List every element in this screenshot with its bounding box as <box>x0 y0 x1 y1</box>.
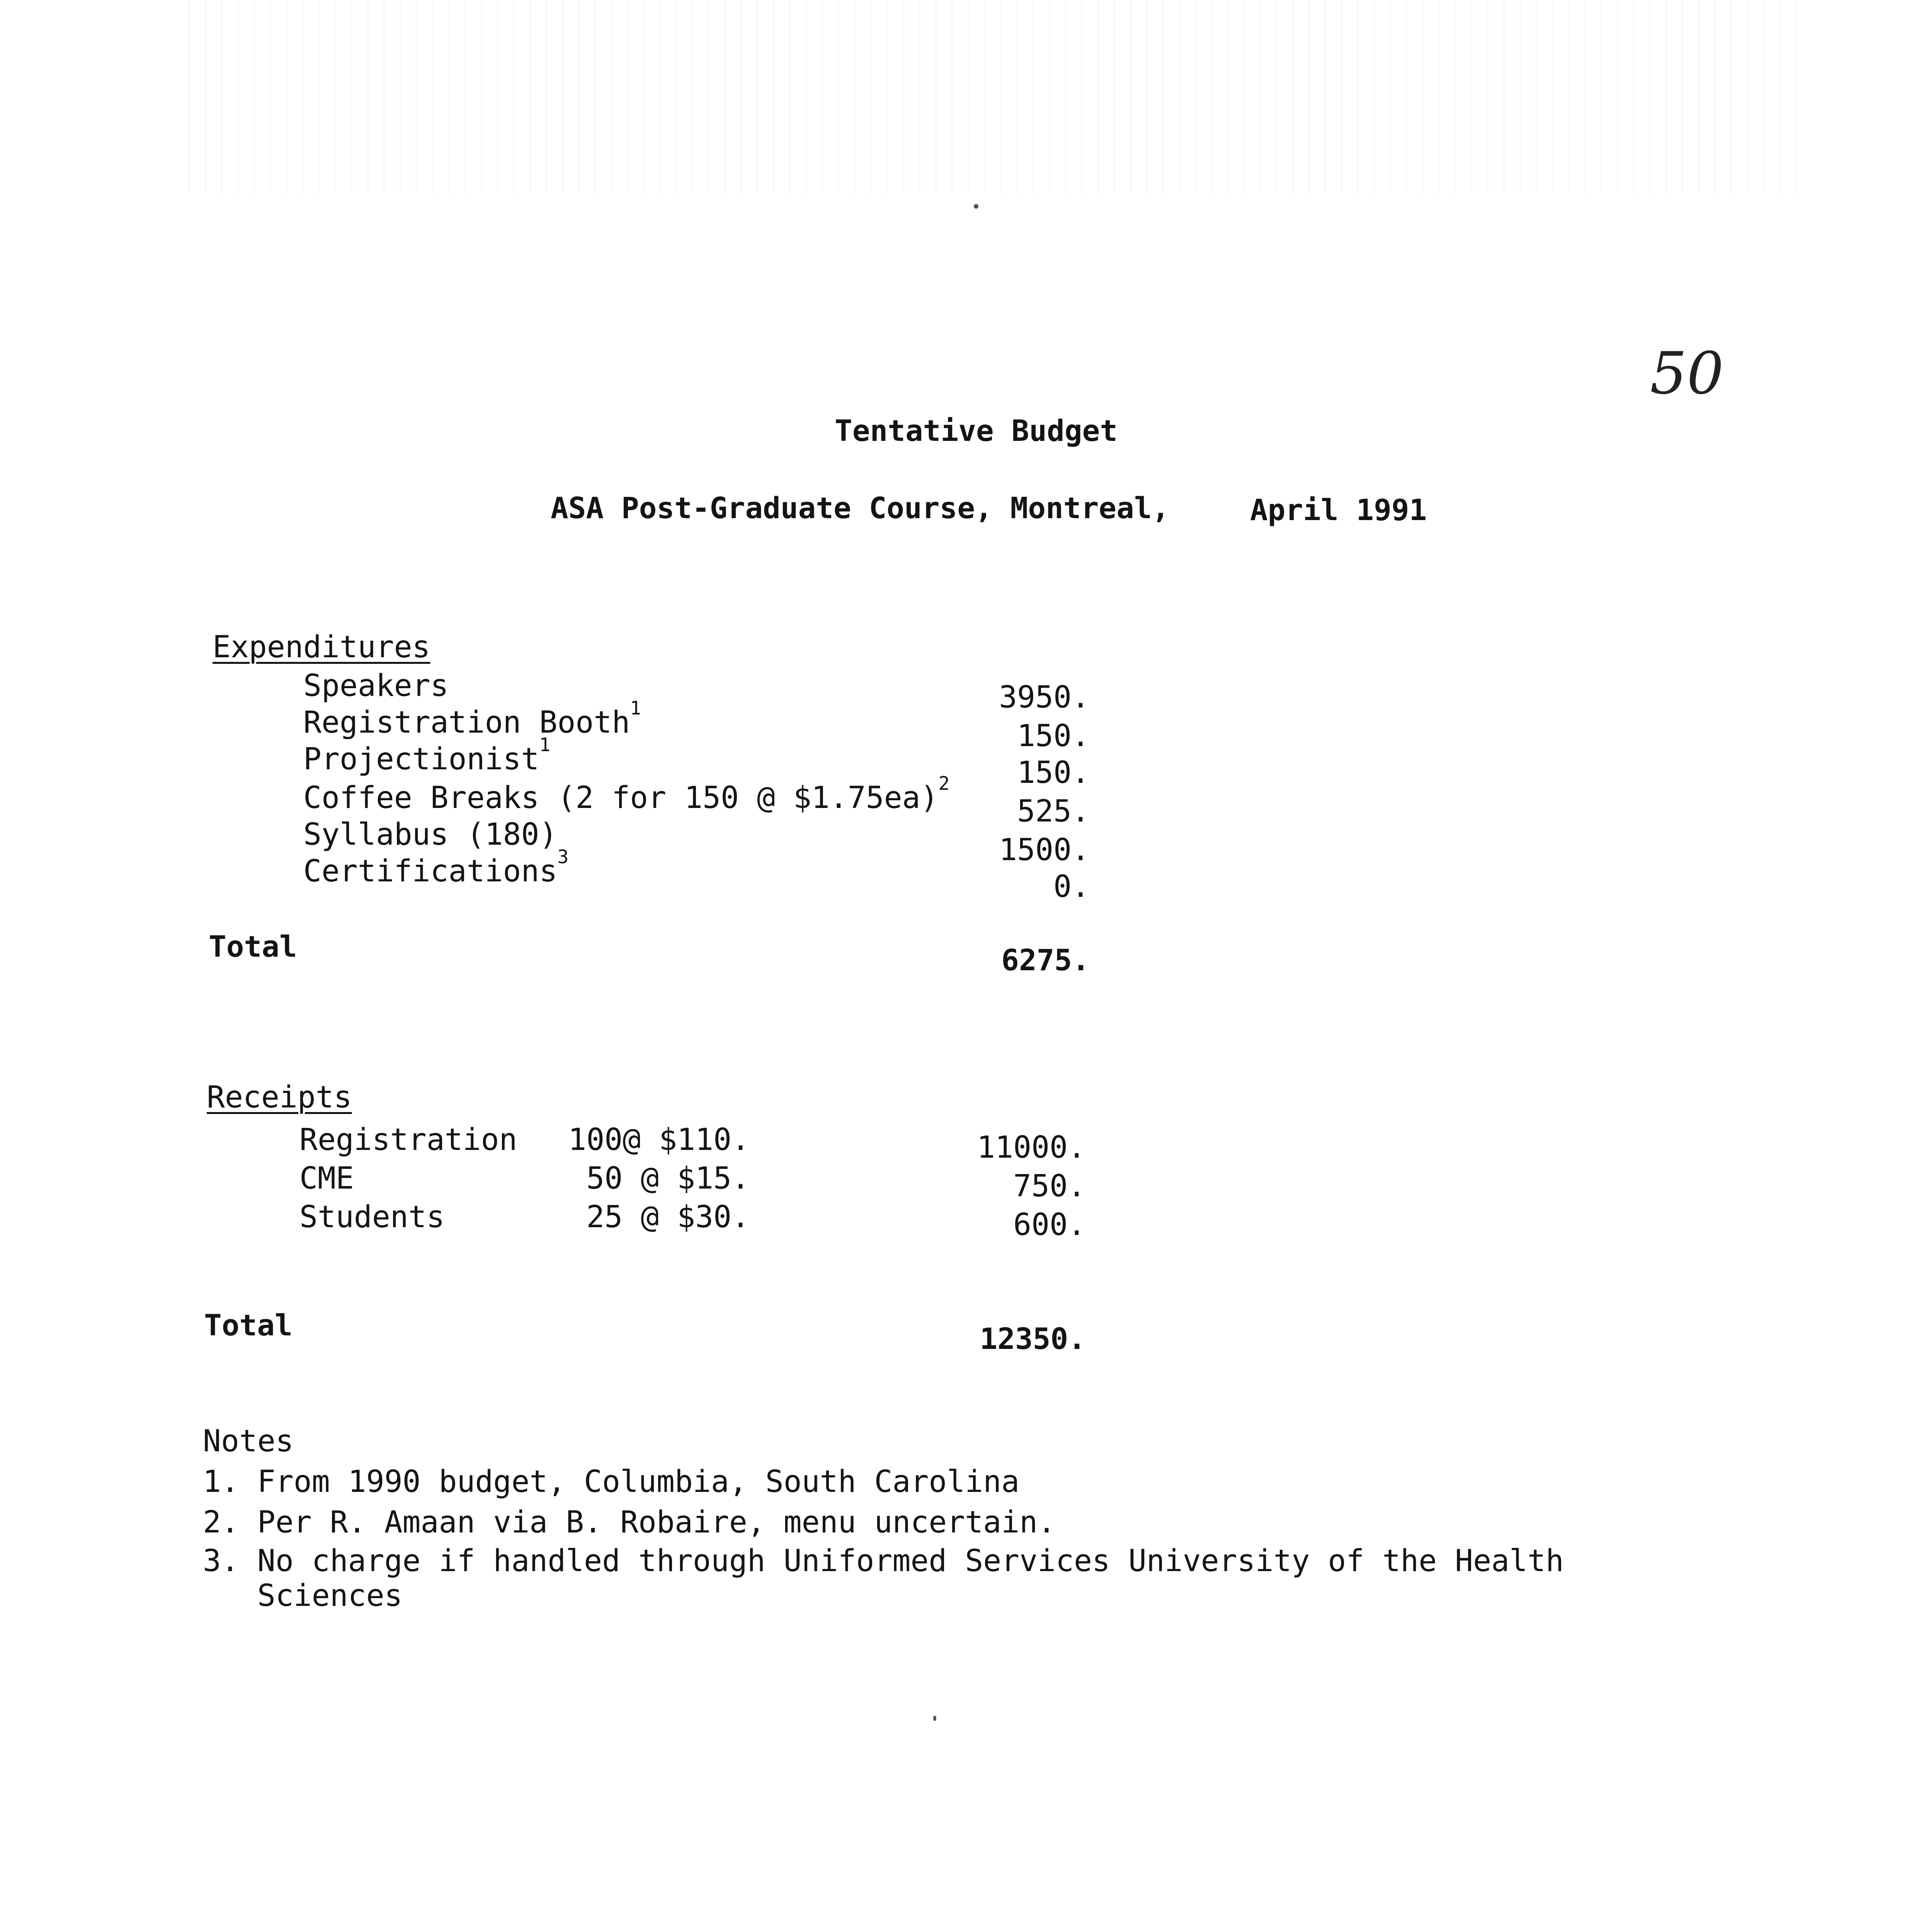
note-item-2: 2. Per R. Amaan via B. Robaire, menu uncertain. <box>203 1505 1056 1540</box>
expenditure-label-registration-booth: Registration Booth$^1$ <box>303 697 641 740</box>
document-subtitle: ASA Post-Graduate Course, Montreal, <box>551 491 1170 525</box>
expenditure-label-syllabus: Syllabus (180) <box>303 817 558 852</box>
expenditure-amount-certifications: 0. <box>1053 869 1090 904</box>
expenditures-total-label: Total <box>209 929 297 964</box>
expenditure-amount-registration-booth: 150. <box>1017 719 1090 753</box>
expenditure-amount-syllabus: 1500. <box>999 833 1090 867</box>
receipt-qty-registration: 100@ $110. <box>568 1122 750 1157</box>
receipt-label-cme: CME <box>299 1161 354 1196</box>
receipts-total-amount: 12350. <box>980 1321 1086 1356</box>
scan-speck <box>933 1716 936 1721</box>
expenditures-total-amount: 6275. <box>1001 943 1090 977</box>
receipt-label-students: Students <box>299 1200 445 1235</box>
expenditures-heading: Expenditures <box>213 630 430 665</box>
note-item-1: 1. From 1990 budget, Columbia, South Carolina <box>203 1464 1020 1499</box>
expenditure-amount-coffee-breaks: 525. <box>1017 794 1090 829</box>
handwritten-page-number: 50 <box>1650 340 1724 407</box>
document-title: Tentative Budget <box>835 413 1118 448</box>
receipts-total-label: Total <box>204 1308 293 1342</box>
expenditure-label-projectionist: Projectionist$^1$ <box>303 734 551 777</box>
expenditure-label-certifications: Certifications$^3$ <box>303 846 569 889</box>
expenditure-amount-projectionist: 150. <box>1017 755 1090 790</box>
receipt-amount-cme: 750. <box>1013 1169 1086 1204</box>
receipt-qty-cme: 50 @ $15. <box>586 1161 750 1196</box>
receipt-label-registration: Registration <box>299 1122 517 1157</box>
document-date: April 1991 <box>1250 493 1427 527</box>
receipt-amount-registration: 11000. <box>977 1130 1086 1165</box>
receipt-amount-students: 600. <box>1013 1208 1086 1242</box>
scan-speck <box>974 204 978 209</box>
notes-heading: Notes <box>203 1424 294 1459</box>
receipt-qty-students: 25 @ $30. <box>586 1200 750 1235</box>
expenditure-amount-speakers: 3950. <box>999 680 1090 715</box>
note-item-3-continued: Sciences <box>203 1578 403 1613</box>
receipts-heading: Receipts <box>207 1080 352 1115</box>
expenditure-label-speakers: Speakers <box>303 668 449 703</box>
expenditure-label-coffee-breaks: Coffee Breaks (2 for 150 @ $1.75ea)$^2$ <box>303 773 950 815</box>
note-item-3: 3. No charge if handled through Uniformed Services University of the Health <box>203 1544 1564 1578</box>
scan-streaks <box>174 0 1797 193</box>
